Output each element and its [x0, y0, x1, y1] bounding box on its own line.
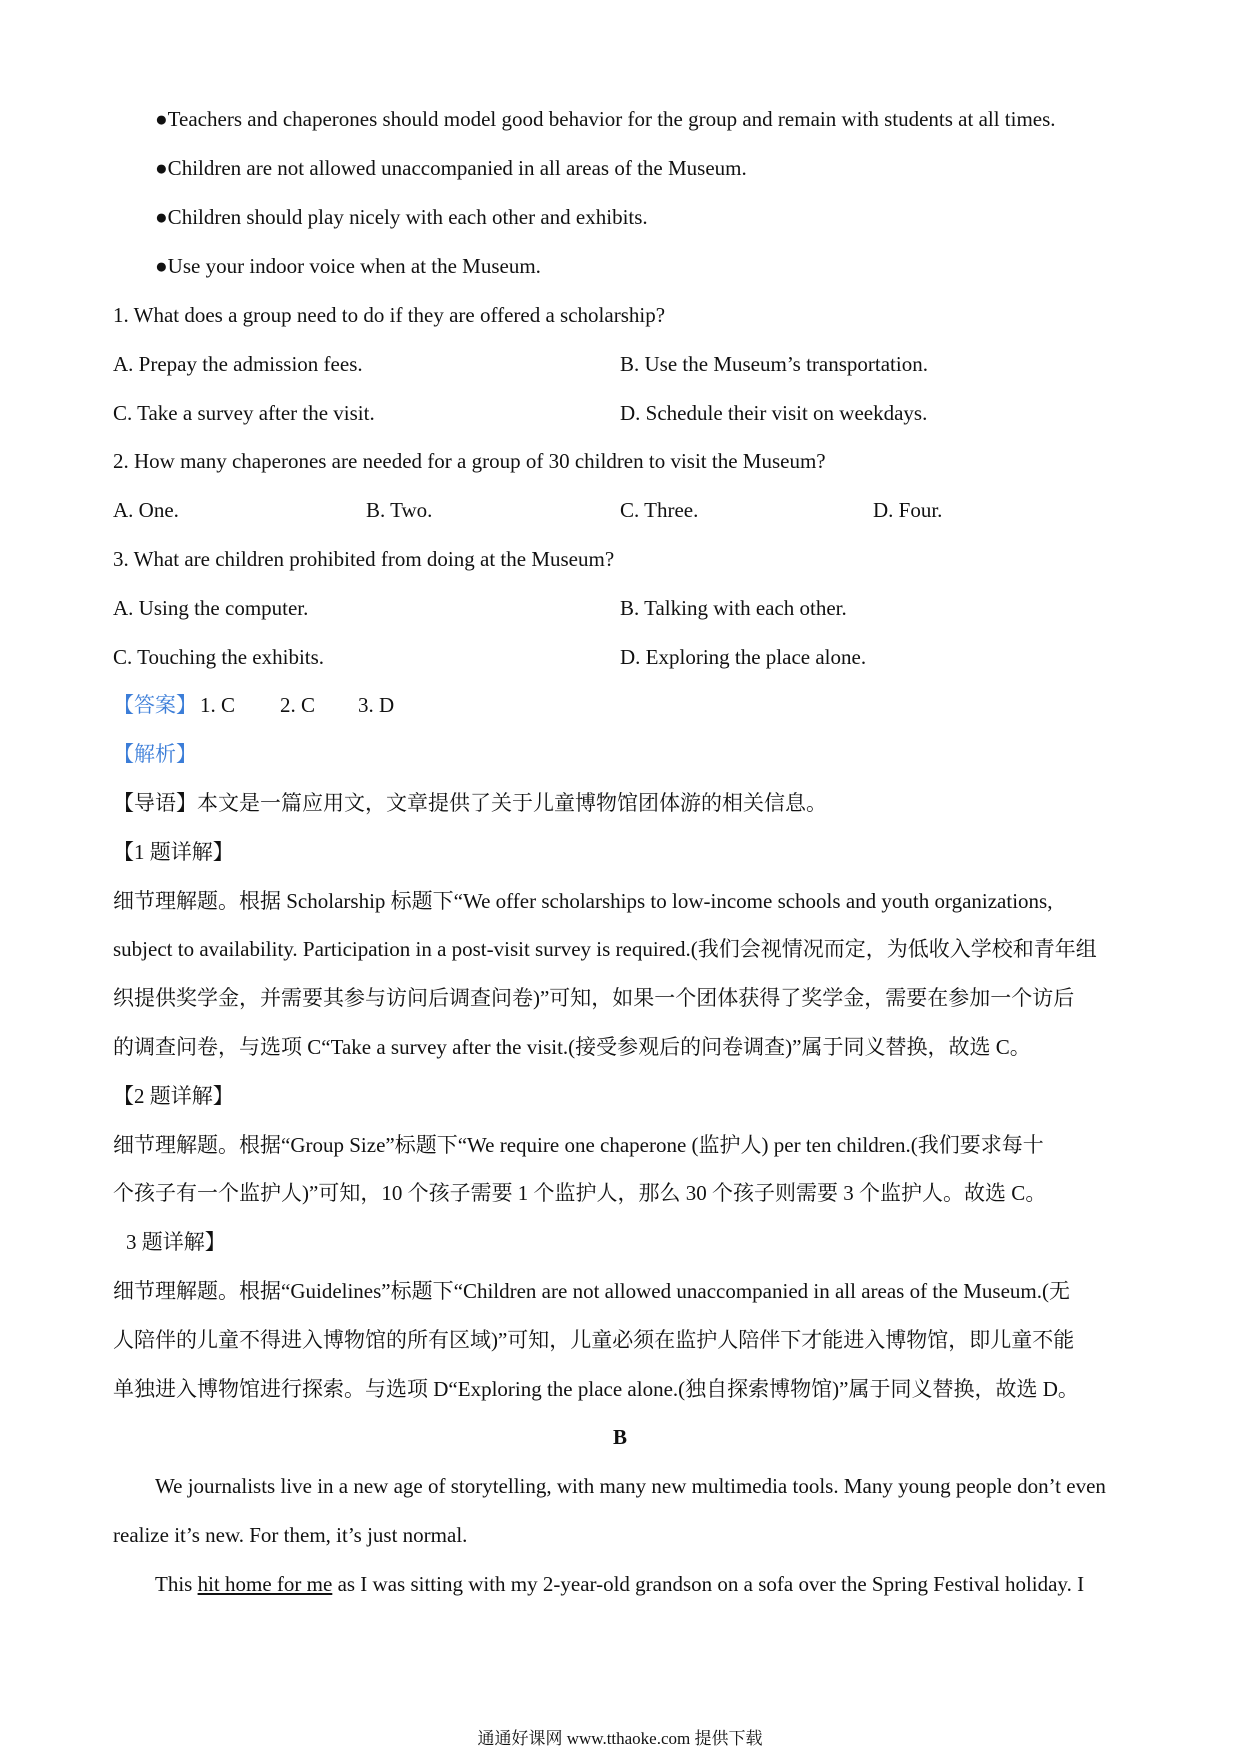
passage-line: realize it’s new. For them, it’s just normal.	[113, 1523, 468, 1547]
explanation-line: 细节理解题。根据 Scholarship 标题下“We offer scholarships to low-income schools and youth organizations,	[113, 889, 1053, 913]
question-stem: 3. What are children prohibited from doing at the Museum?	[113, 547, 615, 571]
explanation-line: 个孩子有一个监护人)”可知，10 个孩子需要 1 个监护人，那么 30 个孩子则需要 3 个监护人。故选 C。	[113, 1181, 1047, 1205]
answer-item: 2. C	[280, 693, 316, 717]
guideline-item: ●Teachers and chaperones should model good behavior for the group and remain with students at all times.	[155, 107, 1056, 131]
explanation-line: 人陪伴的儿童不得进入博物馆的所有区域)”可知，儿童必须在监护人陪伴下才能进入博物馆，即儿童不能	[113, 1328, 1075, 1352]
question-stem: 1. What does a group need to do if they are offered a scholarship?	[113, 303, 666, 327]
explanation-heading: 【2 题详解】	[113, 1084, 234, 1108]
explanation-line: 细节理解题。根据“Guidelines”标题下“Children are not allowed unaccompanied in all areas of the Museum.(无	[113, 1279, 1070, 1303]
guideline-item: ●Children should play nicely with each other and exhibits.	[155, 205, 648, 229]
question-option: A. One.	[113, 498, 179, 522]
explanation-line: subject to availability. Participation in a post-visit survey is required.(我们会视情况而定，为低收入学校和青年组	[113, 937, 1097, 961]
guideline-item: ●Children are not allowed unaccompanied in all areas of the Museum.	[155, 156, 747, 180]
explanation-heading: 【1 题详解】	[113, 840, 234, 864]
question-option: D. Schedule their visit on weekdays.	[620, 401, 928, 425]
section-letter: B	[612, 1425, 627, 1449]
intro-text: 【导语】本文是一篇应用文，文章提供了关于儿童博物馆团体游的相关信息。	[113, 791, 827, 815]
answer-label: 【答案】	[113, 693, 197, 717]
question-option: D. Four.	[873, 498, 943, 522]
answer-item: 1. C	[200, 693, 236, 717]
guideline-item: ●Use your indoor voice when at the Museum.	[155, 254, 541, 278]
question-option: C. Three.	[620, 498, 699, 522]
explanation-line: 织提供奖学金，并需要其参与访问后调查问卷)”可知，如果一个团体获得了奖学金，需要在参加一个访后	[113, 986, 1075, 1010]
footer-credit: 通通好课网 www.tthaoke.com 提供下载	[477, 1729, 763, 1748]
question-option: D. Exploring the place alone.	[620, 645, 867, 669]
explanation-line: 的调查问卷，与选项 C“Take a survey after the visit.(接受参观后的问卷调查)”属于同义替换，故选 C。	[113, 1035, 1031, 1059]
analysis-label: 【解析】	[113, 742, 197, 766]
question-option: B. Talking with each other.	[620, 596, 847, 620]
question-option: C. Touching the exhibits.	[113, 645, 325, 669]
question-option: A. Using the computer.	[113, 596, 309, 620]
answer-item: 3. D	[358, 693, 395, 717]
question-option: C. Take a survey after the visit.	[113, 401, 375, 425]
question-option: B. Use the Museum’s transportation.	[620, 352, 928, 376]
passage-line: We journalists live in a new age of storytelling, with many new multimedia tools. Many young people don’t even	[155, 1474, 1106, 1498]
explanation-heading: 3 题详解】	[126, 1230, 226, 1254]
passage-text: This	[155, 1572, 198, 1596]
question-stem: 2. How many chaperones are needed for a group of 30 children to visit the Museum?	[113, 449, 826, 473]
passage-line	[155, 1569, 1084, 1599]
passage-text: as I was sitting with my 2-year-old grandson on a sofa over the Spring Festival holiday. I	[332, 1572, 1085, 1596]
explanation-line: 单独进入博物馆进行探索。与选项 D“Exploring the place alone.(独自探索博物馆)”属于同义替换，故选 D。	[113, 1377, 1079, 1401]
explanation-line: 细节理解题。根据“Group Size”标题下“We require one chaperone (监护人) per ten children.(我们要求每十	[113, 1133, 1044, 1157]
question-option: A. Prepay the admission fees.	[113, 352, 363, 376]
underlined-phrase: hit home for me	[197, 1572, 333, 1596]
question-option: B. Two.	[366, 498, 433, 522]
